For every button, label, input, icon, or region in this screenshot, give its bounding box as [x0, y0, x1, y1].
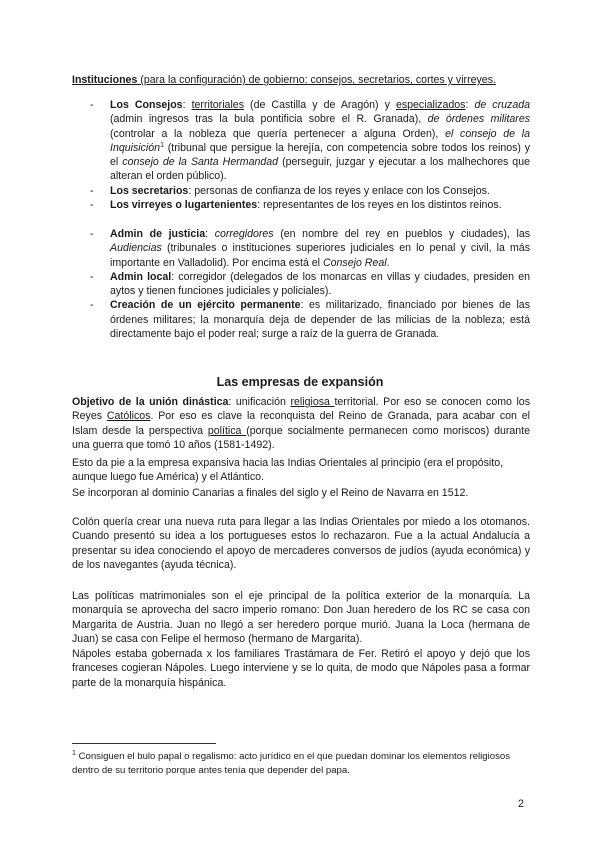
term-justicia: Admin de justicia: [110, 228, 206, 240]
text-fragment: :: [182, 99, 192, 111]
term-consejos: Los Consejos: [110, 99, 183, 111]
underline-religiosa: religiosa: [290, 396, 335, 408]
term-admin-local: Admin local: [110, 270, 172, 283]
paragraph-colon: Colón quería crear una nueva ruta para llegar a las Indias Orientales por miedo a los otomanos. Cuando presentó su idea a los portugueses estos lo rechazaron. Fue a la actual Andalucía a presentar su idea conociendo el apoyo de mercaderes conversos de judíos (ayuda económica) y de los navegantes (ayuda técnica).: [72, 516, 530, 571]
term-ejercito: Creación de un ejército permanente: [110, 299, 301, 312]
footnote-text: Consiguen el bulo papal o regalismo: acto jurídico en el que puedan dominar los elementos religiosos dentro de su territorio porque antes tenía que depender del papa.: [72, 751, 511, 776]
text-fragment: : es militarizado, financiado por bienes de las órdenes militares; la monarquía deja de depender de las milicias de la nobleza; está directamente bajo el poder real; surge a raíz de la guerra de Granada.: [110, 299, 531, 341]
text-fragment: : representantes de los reyes en los distintos reinos.: [257, 199, 502, 212]
paragraph-canarias: Se incorporan al dominio Canarias a finales del siglo y el Reino de Navarra en 1512.: [72, 487, 469, 499]
paragraph-indias: Esto da pie a la empresa expansiva hacia las Indias Orientales al principio (era el propósito, aunque luego fue América) y el Atlántico.: [72, 457, 504, 484]
term-objetivo: Objetivo de la unión dinástica: [72, 396, 229, 408]
italic-santa-hermandad: consejo de la Santa Hermandad: [122, 156, 279, 169]
text-fragment: (tribunal que persigue la herejía, con competencia sobre todos los reinos) y el: [110, 141, 530, 169]
text-fragment: (admin ingresos tras la bula pontificia sobre el R. Granada),: [110, 113, 428, 126]
text-fragment: : corregidor (delegados de los monarcas en villas y ciudades, presiden en aytos y tienen funciones judiciales y policiales).: [110, 270, 530, 298]
italic-consejo-real: Consejo Real: [322, 256, 387, 269]
list-item-ejercito: [72, 298, 530, 341]
paragraph-objetivo: [72, 395, 530, 452]
term-virreyes: Los virreyes o lugartenientes: [110, 199, 258, 212]
footnote-separator: [72, 743, 216, 744]
underline-catolicos: Católicos: [106, 410, 151, 423]
text-fragment: :: [465, 99, 475, 111]
intro-line: [72, 73, 532, 88]
italic-ordenes: de órdenes militares: [427, 113, 531, 126]
text-fragment: (porque socialmente permanecen como moriscos) durante una guerra que tomó 10 años (1581-1492).: [72, 424, 530, 451]
text-fragment: : personas de confianza de los reyes y enlace con los Consejos.: [188, 184, 490, 197]
italic-inquisicion: el consejo de la Inquisición: [110, 127, 530, 154]
intro-rest: (para la configuración) de gobierno: consejos, secretarios, cortes y virreyes.: [137, 74, 496, 86]
text-fragment: .: [386, 256, 390, 269]
italic-audiencias: Audiencias: [110, 242, 162, 255]
italic-cruzada: de cruzada: [474, 99, 531, 111]
list-item-virreyes: [72, 198, 530, 212]
footnote-ref[interactable]: 1: [160, 141, 164, 149]
text-fragment: (tribunales o instituciones superiores judiciales en lo penal y civil, la más importante en Valladolid). Por encima está el: [110, 242, 530, 269]
administration-list: [72, 227, 530, 341]
list-item-admin-local: [72, 270, 530, 299]
page-number: 2: [518, 798, 524, 810]
term-secretarios: Los secretarios: [110, 184, 189, 197]
institutions-list: [72, 98, 530, 212]
text-fragment: (controlar a la nobleza que quería pertenecer a alguna Orden),: [110, 127, 446, 140]
text-fragment: (en nombre del rey en pueblos y ciudades), las: [273, 228, 531, 240]
text-fragment: :: [205, 228, 215, 240]
list-item-consejos: [72, 98, 530, 184]
underline-especializados: especializados: [395, 99, 466, 111]
footnote-number: 1: [72, 750, 76, 757]
paragraph-politicas: Las políticas matrimoniales son el eje principal de la política exterior de la monarquía. La monarquía se aprovecha del sacro imperio romano: Don Juan heredero de los RC se casa con Margarita de Austria. Juan no llegó a ser heredero porque murió. Juana la Loca (hermana de Juan) se casa con Felipe el hermoso (hermano de Margarita).: [72, 590, 530, 645]
intro-heading: Instituciones: [72, 74, 138, 86]
list-item-secretarios: [72, 184, 530, 198]
underline-territoriales: territoriales: [191, 99, 244, 111]
underline-politica: política: [207, 424, 247, 437]
text-fragment: (de Castilla y de Aragón) y: [244, 99, 396, 111]
paragraph-napoles: Nápoles estaba gobernada x los familiares Trastámara de Fer. Retiró el apoyo y dejó que los franceses cogieran Nápoles. Luego interviene y se lo quita, de modo que Nápoles pasa a formar parte de la monarquía hispánica.: [72, 648, 530, 689]
text-fragment: . Por eso es clave la reconquista del Reino de Granada, para acabar con el Islam desde la perspectiva: [72, 410, 530, 437]
text-fragment: territorial. Por eso se conocen como los Reyes: [72, 396, 530, 423]
list-item-justicia: [72, 227, 530, 270]
footnote: [72, 750, 530, 777]
section-title: Las empresas de expansión: [216, 375, 384, 389]
italic-corregidores: corregidores: [214, 228, 274, 240]
text-fragment: (perseguir, juzgar y ejecutar a los malhechores que alteran el orden público).: [110, 156, 530, 183]
text-fragment: : unificación: [228, 396, 291, 408]
